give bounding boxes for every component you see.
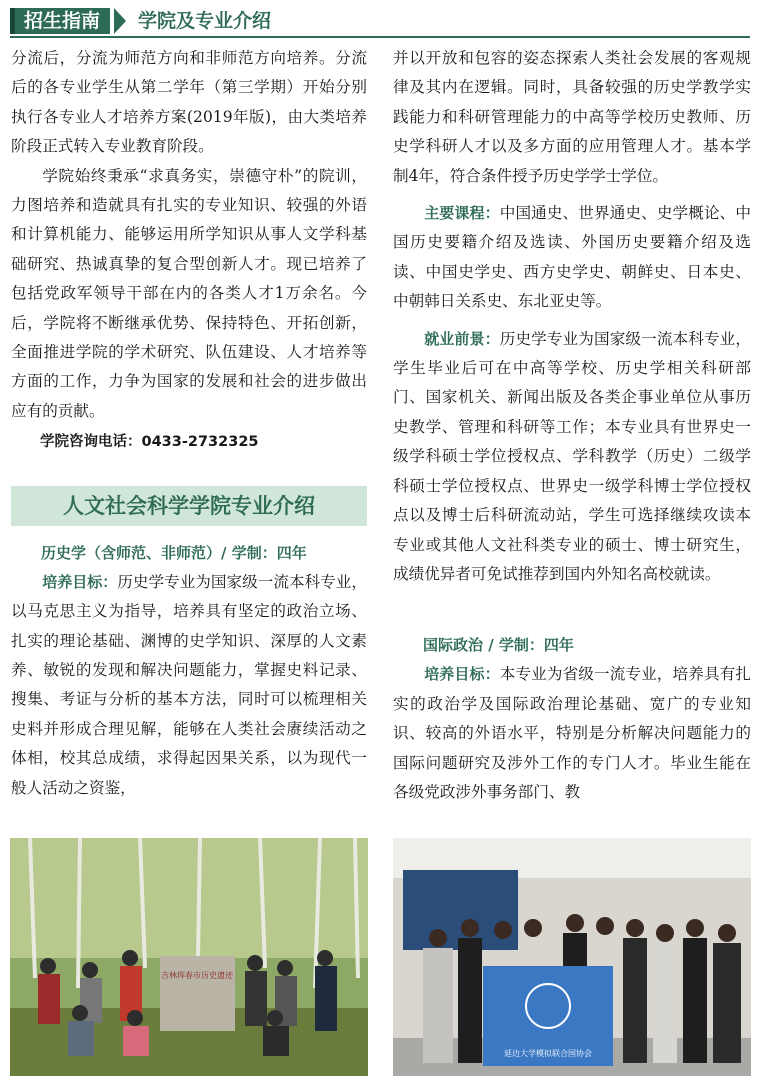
goal-label: 培养目标： (42, 572, 118, 591)
right-column (393, 44, 751, 807)
stone-monument (160, 956, 235, 1031)
history-goal (11, 568, 367, 803)
major-history-title: 历史学（含师范、非师范）/ 学制：四年 (41, 543, 307, 562)
model-un-illustration (393, 838, 751, 1076)
stone-inscription: 吉林珲春市历史遗迹 (161, 971, 233, 980)
politics-goal-text: 本专业为省级一流专业，培养具有扎实的政治学及国际政治理论基础、宽广的专业知识、较高的外语水平，特别是分析解决问题能力的国际问题研究及涉外工作的专门人才。毕业生能在各级党政涉外事务部门、教 (393, 665, 751, 801)
main-courses (393, 199, 751, 317)
left-paragraph-2: 学院始终秉承“求真务实，崇德守朴”的院训，力图培养和造就具有扎实的专业知识、较强的外语和计算机能力、能够运用所学知识从事人文学科基础研究、热诚真挚的复合型创新人才。现已培养了包括党政军领导干部在内的各类人才1万余名。今后，学院将不断继承优势、保持特色、开拓创新，全面推进学院的学术研究、队伍建设、人才培养等方面的工作，力争为国家的发展和社会的进步做出应有的贡献。 (11, 166, 367, 420)
major-intl-politics-title: 国际政治 / 学制：四年 (423, 636, 574, 655)
goal-text: 历史学专业为国家级一流本科专业，以马克思主义为指导，培养具有坚定的政治立场、扎实的理论基础、渊博的史学知识、深厚的人文素养、敏锐的发现和解决问题能力，掌握史料记录、搜集、考证与分析的基本方法，同时可以梳理相关史料并形成合理见解，能够在人类社会赓续活动之体相，校其总成绩，求得起因果关系，以为现代一般人活动之资鉴， (11, 572, 367, 797)
field-trip-photo (10, 838, 368, 1076)
model-un-photo (393, 838, 751, 1076)
left-paragraph-1: 分流后，分流为师范方向和非师范方向培养。分流后的各专业学生从第二学年（第三学期）开始分别执行各专业人才培养方案(2019年版)，由大类培养阶段正式转入专业教育阶段。 (11, 49, 367, 156)
politics-goal (393, 660, 751, 807)
right-paragraph-1: 并以开放和包容的姿态探索人类社会发展的客观规律及其内在逻辑。同时，具备较强的历史学教学实践能力和科研管理能力的中高等学校历史教师、历史学科研人才以及多方面的应用管理人才。基本学制4年，符合条件授予历史学学士学位。 (393, 49, 751, 185)
header-tab: 招生指南 (10, 8, 110, 34)
career-text: 历史学专业为国家级一流本科专业，学生毕业后可在中高等学校、历史学相关科研部门、国家机关、新闻出版及各类企事业单位从事历史教学、管理和科研等工作；本专业具有世界史一级学科硕士学位授权点、学科教学（历史）二级学科硕士学位授权点、世界史一级学科博士学位授权点以及博士后科研流动站，学生可选择继续攻读本专业或其他人文社科类专业的硕士、博士研究生，成绩优异者可免试推荐到国内外知名高校就读。 (393, 329, 751, 583)
career-label: 就业前景： (424, 329, 500, 348)
header-title: 学院及专业介绍 (138, 10, 272, 32)
page-header (10, 8, 750, 38)
career-prospects (393, 325, 751, 590)
flag-caption: 延边大学模拟联合国协会 (504, 1049, 592, 1058)
course-label: 主要课程： (424, 204, 500, 223)
contact-phone: 学院咨询电话：0433-2732325 (40, 434, 259, 451)
left-column (11, 44, 367, 803)
section-title: 人文社会科学学院专业介绍 (11, 486, 367, 526)
field-trip-illustration (10, 838, 368, 1076)
politics-goal-label: 培养目标： (424, 665, 500, 684)
course-text: 中国通史、世界通史、史学概论、中国历史要籍介绍及选读、外国历史要籍介绍及选读、中国史学史、西方史学史、朝鲜史、日本史、中朝韩日关系史、东北亚史等。 (393, 204, 751, 311)
header-arrow (114, 8, 126, 34)
